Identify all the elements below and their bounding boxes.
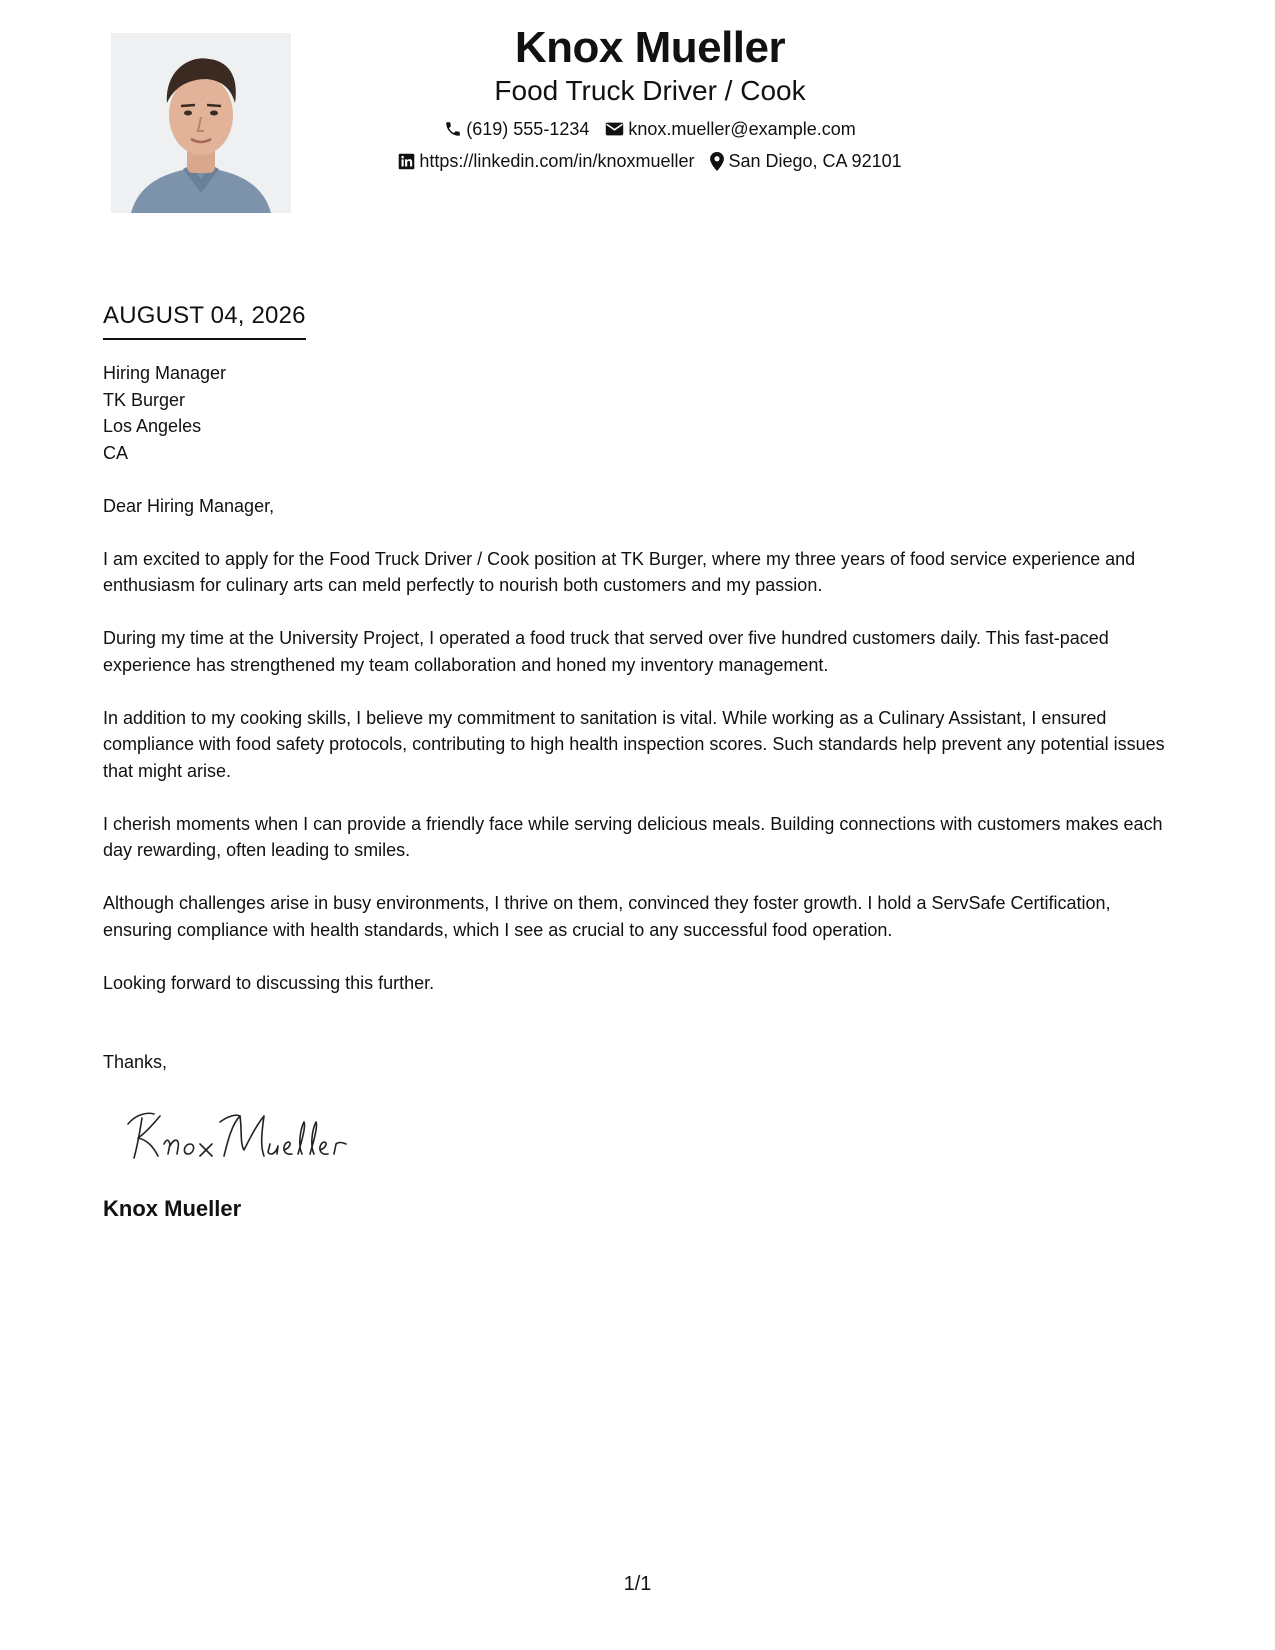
closing-paragraph: Looking forward to discussing this further. [103, 972, 435, 993]
body-paragraph: I am excited to apply for the Food Truck Driver / Cook position at TK Burger, where my three years of food service experience and enthusiasm for culinary arts can meld perfectly to nourish both customers and my passion. [103, 548, 1136, 595]
recipient-line: TK Burger [103, 389, 186, 410]
body-paragraph: During my time at the University Project, I operated a food truck that served over five hundred customers daily. This fast-paced experience has strengthened my team collaboration and honed my inventory management. [103, 628, 1109, 675]
page-number: 1/1 [623, 1573, 652, 1595]
closing: Thanks, [103, 1052, 168, 1072]
signer-name: Knox Mueller [103, 1196, 242, 1221]
applicant-name: Knox Mueller [514, 23, 786, 72]
recipient-line: CA [103, 442, 129, 463]
contact-email [605, 118, 855, 140]
letter-date: AUGUST 04, 2026 [103, 300, 306, 340]
linkedin-icon [398, 153, 415, 170]
phone-text[interactable]: (619) 555-1234 [466, 119, 590, 139]
contact-row-primary [300, 118, 1000, 140]
envelope-icon [605, 121, 624, 137]
body-paragraph: Although challenges arise in busy environments, I thrive on them, convinced they foster growth. I hold a ServSafe Certification, ensuring compliance with health standards, which I see as crucial to any successful food operation. [103, 893, 1111, 940]
job-title: Food Truck Driver / Cook [494, 75, 806, 106]
contact-row-secondary [300, 150, 1000, 172]
salutation: Dear Hiring Manager, [103, 495, 275, 516]
map-pin-icon [710, 152, 724, 171]
contact-linkedin [398, 150, 694, 172]
profile-photo [111, 33, 291, 213]
body-paragraph: I cherish moments when I can provide a friendly face while serving delicious meals. Building connections with customers makes each day rewarding, often leading to smiles. [103, 813, 1163, 860]
linkedin-link[interactable]: https://linkedin.com/in/knoxmueller [419, 151, 695, 171]
recipient-address [103, 360, 1183, 466]
recipient-line: Los Angeles [103, 416, 202, 436]
body-paragraph: In addition to my cooking skills, I believe my commitment to sanitation is vital. While working as a Culinary Assistant, I ensured compliance with food safety protocols, contributing to high health inspection scores. Such standards help prevent any potential issues that might arise. [103, 707, 1165, 781]
email-link[interactable]: knox.mueller@example.com [628, 119, 856, 139]
header [300, 22, 1000, 172]
contact-phone [444, 118, 589, 140]
location-text: San Diego, CA 92101 [728, 151, 902, 171]
handwritten-signature [120, 1100, 360, 1170]
letter-date-block [103, 300, 306, 340]
recipient-line: Hiring Manager [103, 363, 227, 383]
contact-location [710, 150, 901, 172]
phone-icon [444, 120, 462, 138]
letter-body [103, 360, 1183, 1076]
